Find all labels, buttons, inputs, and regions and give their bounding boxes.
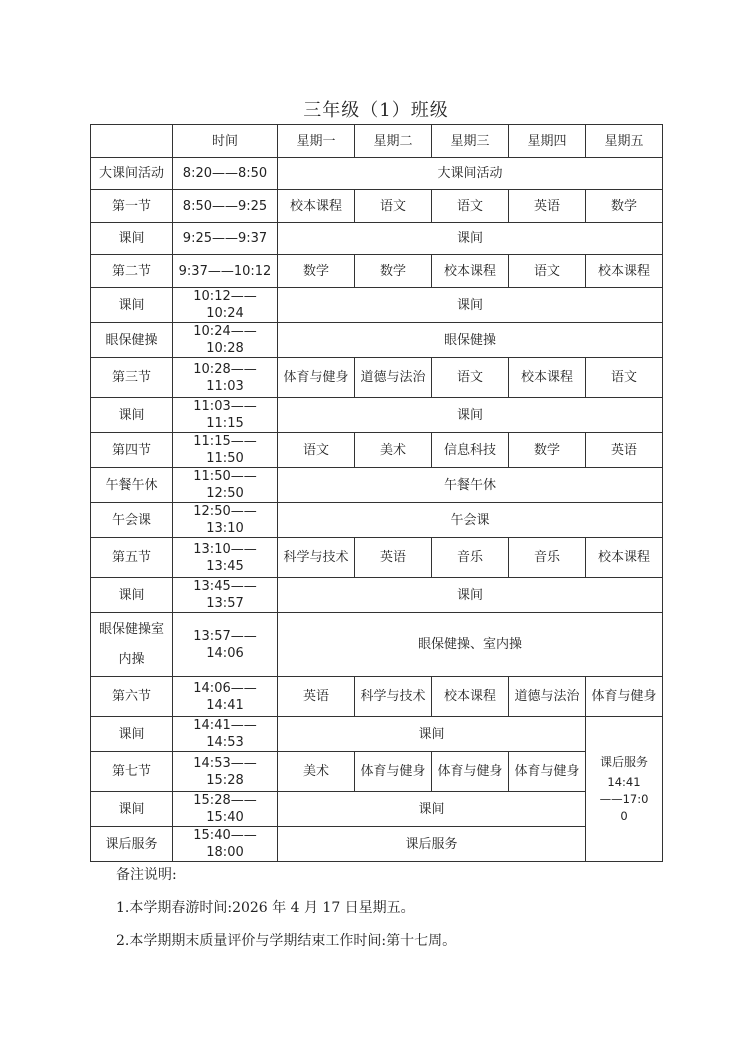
subject-cell: 体育与健身: [509, 752, 586, 792]
table-row: [91, 468, 663, 503]
period-time: 14:53——15:28: [173, 752, 278, 792]
subject-cell: 语文: [432, 190, 509, 223]
subject-cell: 美术: [278, 752, 355, 792]
period-time: 10:12——10:24: [173, 288, 278, 323]
period-time: 9:37——10:12: [173, 255, 278, 288]
merged-activity: 课间: [278, 398, 663, 433]
subject-cell: 语文: [278, 433, 355, 468]
period-time: 13:57——14:06: [173, 613, 278, 677]
subject-cell: 道德与法治: [355, 358, 432, 398]
header-day: 星期二: [355, 125, 432, 158]
note-item: 2.本学期期末质量评价与学期结束工作时间:第十七周。: [116, 933, 457, 949]
period-time: 11:15——11:50: [173, 433, 278, 468]
subject-cell: 校本课程: [278, 190, 355, 223]
table-row: [91, 677, 663, 717]
header-day: 星期五: [586, 125, 663, 158]
merged-activity: 大课间活动: [278, 158, 663, 190]
period-label: 午会课: [91, 503, 173, 538]
table-row: [91, 538, 663, 578]
merged-activity: 午会课: [278, 503, 663, 538]
subject-cell: 数学: [586, 190, 663, 223]
subject-cell: 数学: [278, 255, 355, 288]
merged-activity: 课间: [278, 717, 586, 752]
period-label: 第二节: [91, 255, 173, 288]
table-row: [91, 288, 663, 323]
header-time: 时间: [173, 125, 278, 158]
table-row: [91, 190, 663, 223]
period-label: 课间: [91, 288, 173, 323]
period-label: 课间: [91, 792, 173, 827]
merged-activity: 课间: [278, 288, 663, 323]
subject-cell: 校本课程: [432, 255, 509, 288]
period-label: 第四节: [91, 433, 173, 468]
period-label: 课间: [91, 578, 173, 613]
merged-activity: 眼保健操: [278, 323, 663, 358]
timetable: [90, 124, 663, 862]
subject-cell: 音乐: [432, 538, 509, 578]
period-time: 11:03——11:15: [173, 398, 278, 433]
period-label: 大课间活动: [91, 158, 173, 190]
period-label: 午餐午休: [91, 468, 173, 503]
subject-cell: 英语: [509, 190, 586, 223]
table-row: [91, 717, 663, 752]
friday-after-school-label: 课后服务: [599, 754, 648, 769]
subject-cell: 语文: [355, 190, 432, 223]
period-time: 13:45——13:57: [173, 578, 278, 613]
table-row: [91, 398, 663, 433]
period-time: 11:50——12:50: [173, 468, 278, 503]
note-item: 1.本学期春游时间:2026 年 4 月 17 日星期五。: [116, 900, 415, 916]
subject-cell: 体育与健身: [586, 677, 663, 717]
friday-after-school-cell: [586, 717, 663, 862]
table-row: [91, 358, 663, 398]
subject-cell: 英语: [586, 433, 663, 468]
subject-cell: 体育与健身: [278, 358, 355, 398]
table-row: [91, 792, 663, 827]
period-time: 15:40——18:00: [173, 827, 278, 862]
table-row: [91, 158, 663, 190]
period-time: 10:24——10:28: [173, 323, 278, 358]
merged-activity: 午餐午休: [278, 468, 663, 503]
table-row: [91, 578, 663, 613]
period-label: 课间: [91, 717, 173, 752]
period-label: 课间: [91, 223, 173, 255]
period-label: 课间: [91, 398, 173, 433]
subject-cell: 体育与健身: [355, 752, 432, 792]
table-row: [91, 223, 663, 255]
header-day: 星期四: [509, 125, 586, 158]
subject-cell: 校本课程: [432, 677, 509, 717]
subject-cell: 语文: [432, 358, 509, 398]
subject-cell: 美术: [355, 433, 432, 468]
friday-after-school-time: 14:41——17:00: [599, 774, 649, 823]
period-time: 8:20——8:50: [173, 158, 278, 190]
period-label: 第五节: [91, 538, 173, 578]
period-time: 14:41——14:53: [173, 717, 278, 752]
merged-activity: 课间: [278, 792, 586, 827]
header-day: 星期三: [432, 125, 509, 158]
subject-cell: 科学与技术: [278, 538, 355, 578]
subject-cell: 音乐: [509, 538, 586, 578]
subject-cell: 道德与法治: [509, 677, 586, 717]
table-row: [91, 827, 663, 862]
table-row: [91, 255, 663, 288]
table-row: [91, 433, 663, 468]
period-label: 第七节: [91, 752, 173, 792]
subject-cell: 语文: [509, 255, 586, 288]
merged-activity: 课间: [278, 578, 663, 613]
page-title: 三年级（1）班级: [303, 100, 449, 121]
header-row: [91, 125, 663, 158]
notes-heading: 备注说明:: [116, 867, 177, 883]
period-label: 眼保健操室内操: [91, 613, 173, 677]
period-label: 课后服务: [91, 827, 173, 862]
subject-cell: 数学: [355, 255, 432, 288]
subject-cell: 体育与健身: [432, 752, 509, 792]
period-label: 第一节: [91, 190, 173, 223]
table-row: [91, 752, 663, 792]
period-time: 12:50——13:10: [173, 503, 278, 538]
period-time: 14:06——14:41: [173, 677, 278, 717]
subject-cell: 校本课程: [586, 255, 663, 288]
period-time: 10:28——11:03: [173, 358, 278, 398]
period-label: 第三节: [91, 358, 173, 398]
subject-cell: 语文: [586, 358, 663, 398]
subject-cell: 校本课程: [509, 358, 586, 398]
period-label: 第六节: [91, 677, 173, 717]
header-corner: [91, 125, 173, 158]
notes-section: [116, 864, 456, 963]
subject-cell: 科学与技术: [355, 677, 432, 717]
merged-activity: 课间: [278, 223, 663, 255]
subject-cell: 数学: [509, 433, 586, 468]
subject-cell: 信息科技: [432, 433, 509, 468]
table-row: [91, 323, 663, 358]
period-time: 13:10——13:45: [173, 538, 278, 578]
table-row: [91, 503, 663, 538]
header-day: 星期一: [278, 125, 355, 158]
subject-cell: 英语: [278, 677, 355, 717]
table-row: [91, 613, 663, 677]
subject-cell: 校本课程: [586, 538, 663, 578]
merged-activity: 眼保健操、室内操: [278, 613, 663, 677]
period-time: 8:50——9:25: [173, 190, 278, 223]
period-label: 眼保健操: [91, 323, 173, 358]
subject-cell: 英语: [355, 538, 432, 578]
merged-activity: 课后服务: [278, 827, 586, 862]
period-time: 15:28——15:40: [173, 792, 278, 827]
period-time: 9:25——9:37: [173, 223, 278, 255]
